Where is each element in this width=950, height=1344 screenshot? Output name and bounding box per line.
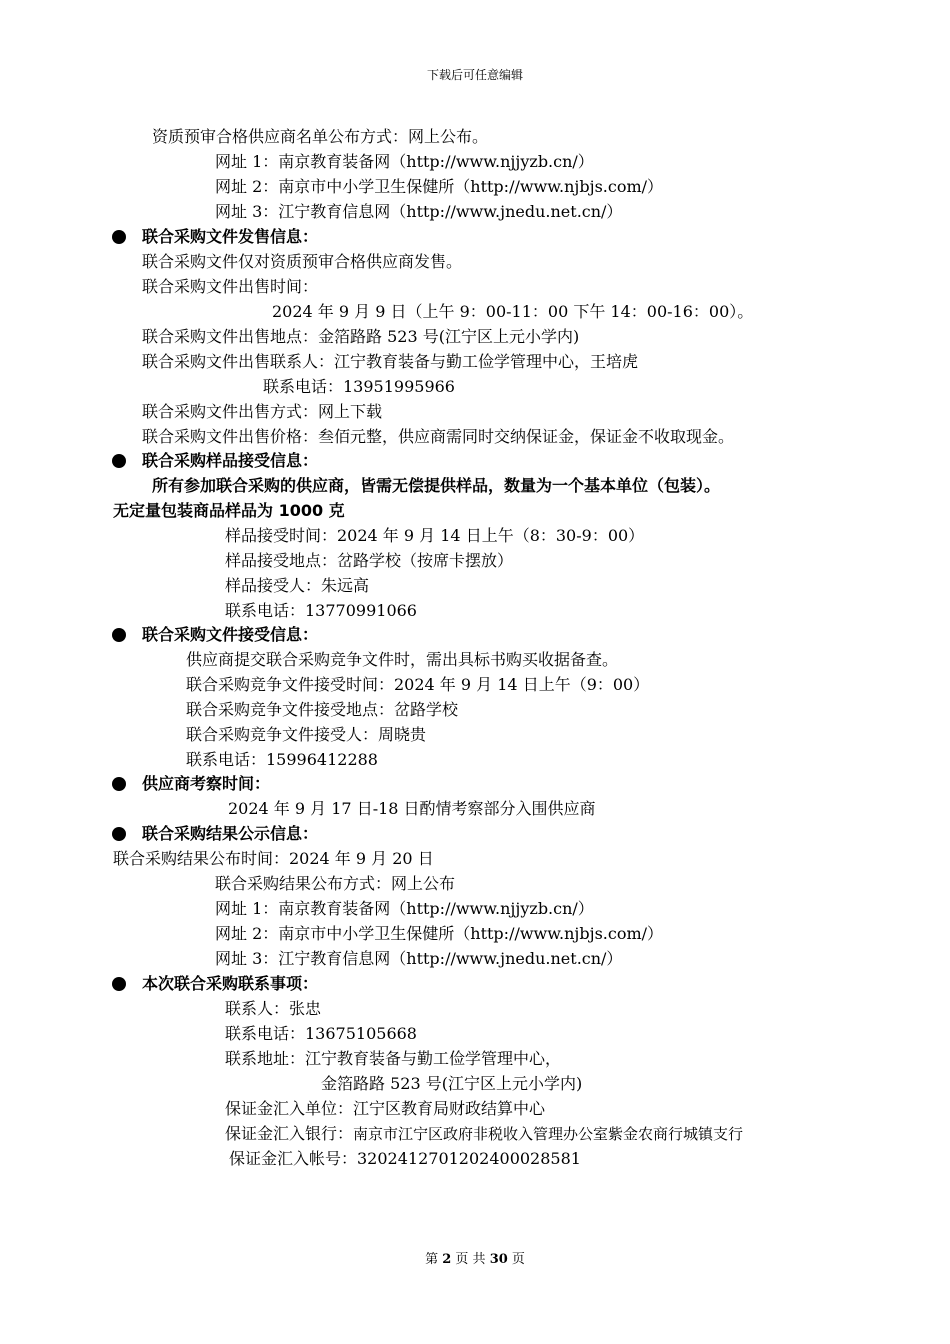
bullet-icon [112, 454, 126, 468]
result-publish-method: 联合采购结果公布方式：网上公布 [215, 874, 456, 893]
result-publish-time: 联合采购结果公布时间：2024 年 9 月 20 日 [113, 849, 434, 868]
sale-location: 联合采购文件出售地点：金箔路路 523 号(江宁区上元小学内) [142, 327, 580, 346]
contact-phone: 联系电话：13675105668 [225, 1024, 417, 1043]
receipt-receiver: 联合采购竞争文件接受人：周晓贵 [186, 725, 427, 744]
receipt-contact-phone: 联系电话：15996412288 [186, 750, 378, 769]
section-heading-contact-matters: 本次联合采购联系事项： [142, 974, 319, 993]
website-3: 网址 3：江宁教育信息网（http://www.jnedu.net.cn/） [215, 202, 623, 221]
deposit-account: 保证金汇入帐号：3202412701202400028581 [229, 1149, 581, 1168]
inspection-time: 2024 年 9 月 17 日-18 日酌情考察部分入围供应商 [228, 799, 596, 818]
footer-prefix: 第 [425, 1252, 439, 1267]
deposit-recipient: 保证金汇入单位：江宁区教育局财政结算中心 [225, 1099, 546, 1118]
deposit-bank-name: 南京市江宁区政府非税收入管理办公室紫金农商行城镇支行 [353, 1125, 744, 1143]
sale-time-label: 联合采购文件出售时间： [142, 277, 319, 296]
sale-eligibility: 联合采购文件仅对资质预审合格供应商发售。 [142, 252, 463, 271]
bullet-icon [112, 777, 126, 791]
contact-address-line-2: 金箔路路 523 号(江宁区上元小学内) [321, 1074, 583, 1093]
section-heading-document-receipt: 联合采购文件接受信息： [142, 625, 319, 644]
sample-weight-note: 无定量包装商品样品为 1000 克 [113, 501, 345, 520]
section-heading-sample-receipt: 联合采购样品接受信息： [142, 451, 319, 470]
sample-receiver: 样品接受人：朱远高 [225, 576, 370, 595]
contact-person: 联系人：张忠 [225, 999, 322, 1018]
footer-suffix: 页 [511, 1252, 525, 1267]
sale-price: 联合采购文件出售价格：叁佰元整，供应商需同时交纳保证金，保证金不收取现金。 [142, 427, 735, 446]
result-website-2: 网址 2：南京市中小学卫生保健所（http://www.njbjs.com/） [215, 924, 664, 943]
page-number: 2 [442, 1252, 452, 1267]
contact-address: 联系地址：江宁教育装备与勤工俭学管理中心， [225, 1049, 562, 1068]
sale-time-value: 2024 年 9 月 9 日（上午 9：00-11：00 下午 14：00-16：00）。 [272, 302, 754, 321]
footer-middle: 页 共 [455, 1252, 486, 1267]
section-heading-supplier-inspection: 供应商考察时间： [142, 774, 271, 793]
sale-contact: 联合采购文件出售联系人：江宁教育装备与勤工俭学管理中心，王培虎 [142, 352, 639, 371]
qualification-publish-method: 资质预审合格供应商名单公布方式：网上公布。 [152, 127, 489, 146]
bullet-icon [112, 230, 126, 244]
section-heading-document-sale: 联合采购文件发售信息： [142, 227, 319, 246]
page-header: 下载后可任意编辑 [426, 68, 523, 82]
result-website-3: 网址 3：江宁教育信息网（http://www.jnedu.net.cn/） [215, 949, 623, 968]
bullet-icon [112, 977, 126, 991]
result-website-1: 网址 1：南京教育装备网（http://www.njjyzb.cn/） [215, 899, 594, 918]
page-footer [0, 1248, 950, 1267]
deposit-bank [225, 1124, 743, 1144]
sample-receipt-time: 样品接受时间：2024 年 9 月 14 日上午（8：30-9：00） [225, 526, 645, 545]
sample-contact-phone: 联系电话：13770991066 [225, 601, 417, 620]
deposit-bank-label: 保证金汇入银行： [225, 1124, 354, 1143]
website-2: 网址 2：南京市中小学卫生保健所（http://www.njbjs.com/） [215, 177, 664, 196]
section-heading-result-publication: 联合采购结果公示信息： [142, 824, 319, 843]
sale-method: 联合采购文件出售方式：网上下载 [142, 402, 383, 421]
total-pages: 30 [489, 1252, 508, 1267]
website-1: 网址 1：南京教育装备网（http://www.njjyzb.cn/） [215, 152, 594, 171]
bullet-icon [112, 628, 126, 642]
receipt-requirement: 供应商提交联合采购竞争文件时，需出具标书购买收据备查。 [186, 650, 619, 669]
sample-requirement: 所有参加联合采购的供应商，皆需无偿提供样品，数量为一个基本单位（包装）。 [152, 476, 721, 495]
receipt-location: 联合采购竞争文件接受地点：岔路学校 [186, 700, 459, 719]
sample-receipt-location: 样品接受地点：岔路学校（按席卡摆放） [225, 551, 514, 570]
bullet-icon [112, 827, 126, 841]
receipt-time: 联合采购竞争文件接受时间：2024 年 9 月 14 日上午（9：00） [186, 675, 650, 694]
sale-contact-phone: 联系电话：13951995966 [263, 377, 455, 396]
